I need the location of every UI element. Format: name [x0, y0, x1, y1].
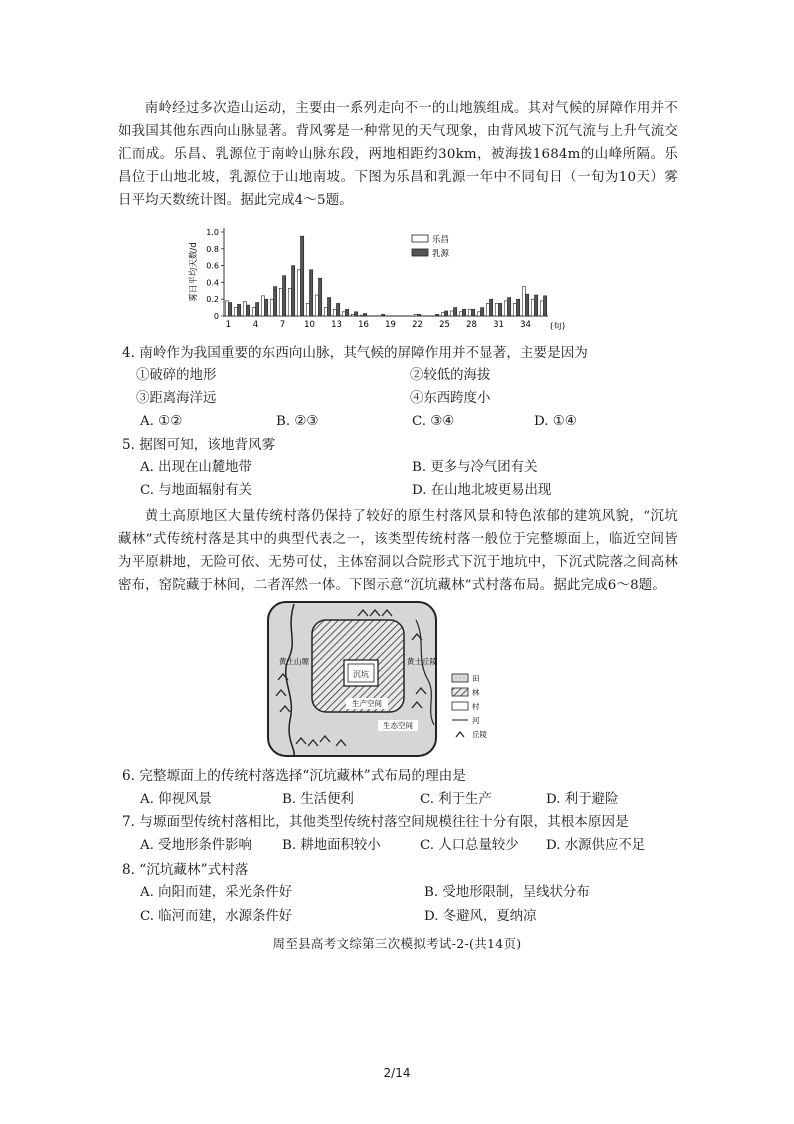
bar-ruyuan [247, 305, 250, 316]
q6-option-c[interactable]: C. 利于生产 [420, 792, 492, 807]
bar-ruyuan [292, 266, 295, 316]
intro-paragraph-2: 黄土高原地区大量传统村落仍保持了较好的原生村落风景和特色浓郁的建筑风貌，“沉坑藏林”式传统村落是其中的典型代表之一，该类型传统村落一般位于完整塬面上，临近空间皆为平原耕地，无险可依、无势可仗，主体窑洞以合院形式下沉于地坑中，下沉式院落之间高林密布，窑院藏于林间，二者浑然一体。下图示意“沉坑藏林”式村落布局。据此完成6～8题。 [118, 509, 678, 593]
bar-lechang [270, 299, 273, 316]
legend-swatch-ruyuan [412, 249, 428, 256]
y-tick-label: 0.8 [206, 244, 219, 254]
bar-ruyuan [229, 303, 232, 316]
x-tick-label: 4 [252, 320, 259, 330]
q7-option-b[interactable]: B. 耕地面积较小 [282, 838, 381, 853]
bar-lechang [279, 288, 282, 316]
q5-option-a[interactable]: A. 出现在山麓地带 [140, 460, 252, 475]
bar-lechang [306, 303, 309, 316]
q4-option-a[interactable]: A. ①② [140, 414, 183, 429]
y-tick-label: 0.6 [206, 261, 219, 271]
bar-lechang [486, 303, 489, 316]
y-tick-label: 0 [213, 312, 219, 321]
bar-ruyuan [364, 313, 367, 316]
bar-ruyuan [346, 309, 349, 316]
bar-lechang [495, 303, 498, 316]
q7-option-c[interactable]: C. 人口总量较少 [420, 838, 519, 853]
bar-lechang [261, 296, 264, 316]
bar-ruyuan [418, 314, 421, 316]
q6-option-a[interactable]: A. 仰视风景 [140, 792, 212, 807]
bar-ruyuan [337, 303, 340, 316]
bar-lechang [414, 314, 417, 316]
label-production-space: 生产空间 [352, 699, 382, 708]
svg-text:林: 林 [472, 688, 480, 697]
label-ecology-space: 生态空间 [383, 721, 413, 730]
bar-ruyuan [445, 311, 448, 316]
bar-ruyuan [526, 294, 529, 316]
page-number: 2/14 [383, 1066, 411, 1080]
x-tick-label: 19 [385, 320, 396, 330]
bar-ruyuan [481, 308, 484, 316]
bar-lechang [459, 312, 462, 316]
bar-lechang [324, 308, 327, 316]
bar-ruyuan [454, 308, 457, 316]
y-tick-label: 0.2 [206, 295, 219, 305]
question-4-stem: 4. 南岭作为我国重要的东西向山脉，其气候的屏障作用并不显著，主要是因为 [122, 345, 588, 361]
x-tick-label: 22 [412, 320, 423, 330]
intro-paragraph-1: 南岭经过多次造山运动，主要由一系列走向不一的山地簇组成。其对气候的屏障作用并不如我国其他东西向山脉显著。背风雾是一种常见的天气现象，由背风坡下沉气流与上升气流交汇而成。乐昌、乳源位于南岭山脉东段，两地相距约30km，被海拔1684m的山峰所隔。乐昌位于山地北坡，乳源位于山地南坡。下图为乐昌和乳源一年中不同旬日（一旬为10天）雾日平均天数统计图。据此完成4～5题。 [118, 101, 678, 208]
question-7-stem: 7. 与塬面型传统村落相比，其他类型传统村落空间规模往往十分有限，其根本原因是 [122, 814, 629, 830]
bar-lechang [333, 309, 336, 316]
question-8-stem: 8. “沉坑藏林”式村落 [122, 862, 249, 878]
diagram-legend [452, 674, 487, 739]
bar-lechang [540, 301, 543, 316]
x-tick-label: 7 [279, 320, 286, 330]
bar-lechang [477, 312, 480, 316]
svg-text:丘陵: 丘陵 [472, 730, 487, 739]
legend-label-lechang: 乐昌 [432, 235, 450, 245]
q4-option-d[interactable]: D. ①④ [534, 414, 577, 429]
svg-text:村: 村 [472, 702, 480, 711]
q4-option-b[interactable]: B. ②③ [276, 414, 319, 429]
bar-lechang [441, 313, 444, 316]
x-tick-label: 16 [358, 320, 369, 330]
label-pit: 沉坑 [353, 670, 369, 679]
bar-lechang [450, 311, 453, 316]
bar-lechang [360, 315, 363, 316]
bar-ruyuan [301, 236, 304, 316]
chart-x-axis [226, 320, 531, 330]
bar-lechang [243, 302, 246, 316]
bar-ruyuan [265, 299, 268, 316]
legend-swatch-lechang [412, 235, 428, 242]
village-layout-diagram [266, 600, 516, 760]
bar-lechang [504, 301, 507, 316]
q7-option-a[interactable]: A. 受地形条件影响 [140, 838, 252, 853]
bar-ruyuan [472, 309, 475, 316]
x-tick-label: 34 [520, 320, 531, 330]
q4-item-2: ②较低的海拔 [410, 368, 491, 383]
q8-option-d[interactable]: D. 冬避风，夏纳凉 [424, 909, 537, 924]
bar-lechang [513, 303, 516, 316]
label-left-landform: 黄土山塬 [279, 657, 309, 666]
bar-ruyuan [238, 304, 241, 316]
q8-option-a[interactable]: A. 向阳而建，采光条件好 [140, 885, 293, 900]
bar-ruyuan [274, 287, 277, 316]
bar-ruyuan [517, 299, 520, 316]
bar-ruyuan [544, 296, 547, 316]
bar-ruyuan [319, 278, 322, 316]
bar-lechang [351, 314, 354, 316]
q4-item-4: ④东西跨度小 [410, 391, 491, 406]
bar-ruyuan [256, 303, 259, 316]
bar-ruyuan [463, 309, 466, 316]
bar-lechang [342, 312, 345, 316]
bar-ruyuan [535, 295, 538, 316]
bar-ruyuan [382, 314, 385, 316]
bar-lechang [234, 308, 237, 316]
bar-ruyuan [436, 314, 439, 316]
legend-label-ruyuan: 乳源 [432, 249, 450, 259]
chart-legend [412, 235, 450, 259]
q5-option-b[interactable]: B. 更多与冷气团有关 [412, 460, 538, 475]
q4-item-3: ③距离海洋远 [136, 391, 217, 406]
y-tick-label: 1.0 [206, 228, 219, 237]
y-tick-label: 0.4 [206, 278, 219, 288]
bar-ruyuan [328, 298, 331, 316]
x-tick-label: 25 [439, 320, 450, 330]
bar-ruyuan [283, 276, 286, 316]
bar-lechang [252, 308, 255, 316]
question-5-stem: 5. 据图可知，该地背风雾 [122, 437, 276, 453]
bar-lechang [297, 270, 300, 316]
chart-x-unit: (旬) [550, 322, 566, 332]
q4-option-c[interactable]: C. ③④ [412, 414, 455, 429]
x-tick-label: 31 [493, 320, 504, 330]
label-right-landform: 黄土丘陵 [407, 657, 437, 666]
svg-text:河: 河 [472, 716, 480, 725]
bar-lechang [522, 287, 525, 316]
svg-text:田: 田 [472, 674, 480, 683]
q8-option-b[interactable]: B. 受地形限制，呈线状分布 [424, 885, 590, 900]
q6-option-d[interactable]: D. 利于避险 [546, 792, 619, 807]
x-tick-label: 28 [466, 320, 477, 330]
q5-option-c[interactable]: C. 与地面辐射有关 [140, 483, 253, 498]
bar-lechang [468, 309, 471, 316]
question-6-stem: 6. 完整塬面上的传统村落选择“沉坑藏林”式布局的理由是 [122, 768, 466, 784]
bar-lechang [315, 295, 318, 316]
q6-option-b[interactable]: B. 生活便利 [282, 792, 354, 807]
x-tick-label: 10 [304, 320, 315, 330]
page-footer: 周至县高考文综第三次模拟考试-2-(共14页) [272, 936, 522, 951]
chart-ylabel: 雾日平均天数/d [189, 242, 199, 302]
bar-ruyuan [355, 312, 358, 316]
fog-days-bar-chart [186, 222, 586, 334]
bar-ruyuan [499, 303, 502, 316]
bar-ruyuan [310, 270, 313, 316]
bar-lechang [225, 301, 228, 316]
q7-option-d[interactable]: D. 水源供应不足 [546, 838, 646, 853]
bar-ruyuan [508, 298, 511, 316]
bar-lechang [288, 288, 291, 316]
chart-bars [225, 236, 546, 316]
q8-option-c[interactable]: C. 临河而建，水源条件好 [140, 909, 293, 924]
q5-option-d[interactable]: D. 在山地北坡更易出现 [412, 483, 552, 498]
bar-lechang [531, 299, 534, 316]
bar-ruyuan [490, 299, 493, 316]
x-tick-label: 13 [331, 320, 342, 330]
q4-item-1: ①破碎的地形 [136, 368, 217, 383]
x-tick-label: 1 [225, 320, 232, 330]
